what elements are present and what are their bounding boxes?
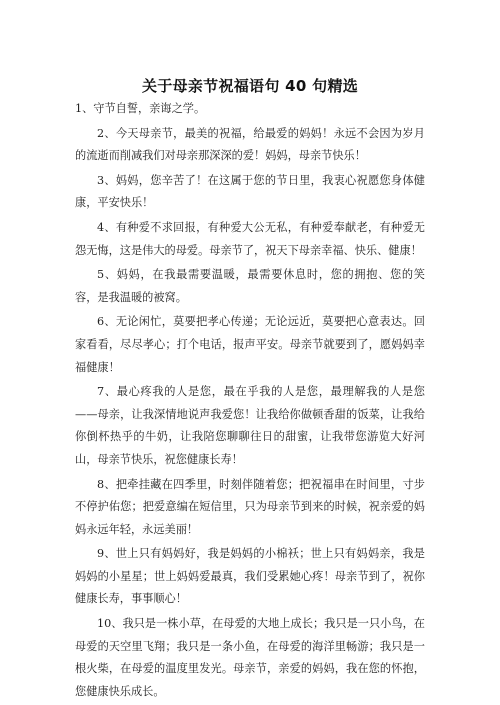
paragraph: 10、我只是一株小草，在母爱的大地上成长；我只是一只小鸟，在母爱的天空里飞翔；我只是一条小鱼，在母爱的海洋里畅游；我只是一根火柴，在母爱的温度里发光。母亲节，亲爱的妈妈，我在您的怀抱，您健康快乐成长。: [75, 617, 425, 698]
paragraph: 2、今天母亲节，最美的祝福，给最爱的妈妈！永远不会因为岁月的流逝而削减我们对母亲那深深的爱！妈妈，母亲节快乐！: [75, 126, 425, 163]
paragraph: 5、妈妈，在我最需要温暖，最需要休息时，您的拥抱、您的笑容，是我温暖的被窝。: [75, 268, 425, 304]
document-body: [75, 98, 425, 705]
paragraph: 1、守节自誓，亲诲之学。: [75, 102, 206, 115]
paragraph: 3、妈妈，您辛苦了！在这属于您的节日里，我衷心祝愿您身体健康，平安快乐！: [75, 173, 425, 210]
paragraph: 8、把牵挂藏在四季里，时刻伴随着您；把祝福串在时间里，寸步不停护佑您；把爱意编在短信里，只为母亲节到来的时候，祝亲爱的妈妈永远年轻，永远美丽！: [75, 477, 425, 536]
document-title: 关于母亲节祝福语句 40 句精选: [141, 77, 359, 95]
paragraph: 6、无论闲忙，莫要把孝心传递；无论远近，莫要把心意表达。回家看看，尽尽孝心；打个电话，报声平安。母亲节就要到了，愿妈妈幸福健康！: [75, 315, 425, 374]
paragraph: 7、最心疼我的人是您，最在乎我的人是您，最理解我的人是您——母亲，让我深情地说声我爱您！让我给你做顿香甜的饭菜，让我给你倒杯热乎的牛奶，让我陪您聊聊往日的甜蜜，让我带您游览大好河山，母亲节快乐，祝您健康长寿！: [75, 385, 425, 466]
paragraph: 4、有种爱不求回报，有种爱大公无私，有种爱奉献老，有种爱无怨无悔，这是伟大的母爱。母亲节了，祝天下母亲幸福、快乐、健康！: [75, 220, 425, 257]
paragraph: 9、世上只有妈妈好，我是妈妈的小棉袄；世上只有妈妈亲，我是妈妈的小星星；世上妈妈爱最真，我们受累她心疼！母亲节到了，祝你健康长寿，事事顺心！: [75, 547, 425, 606]
